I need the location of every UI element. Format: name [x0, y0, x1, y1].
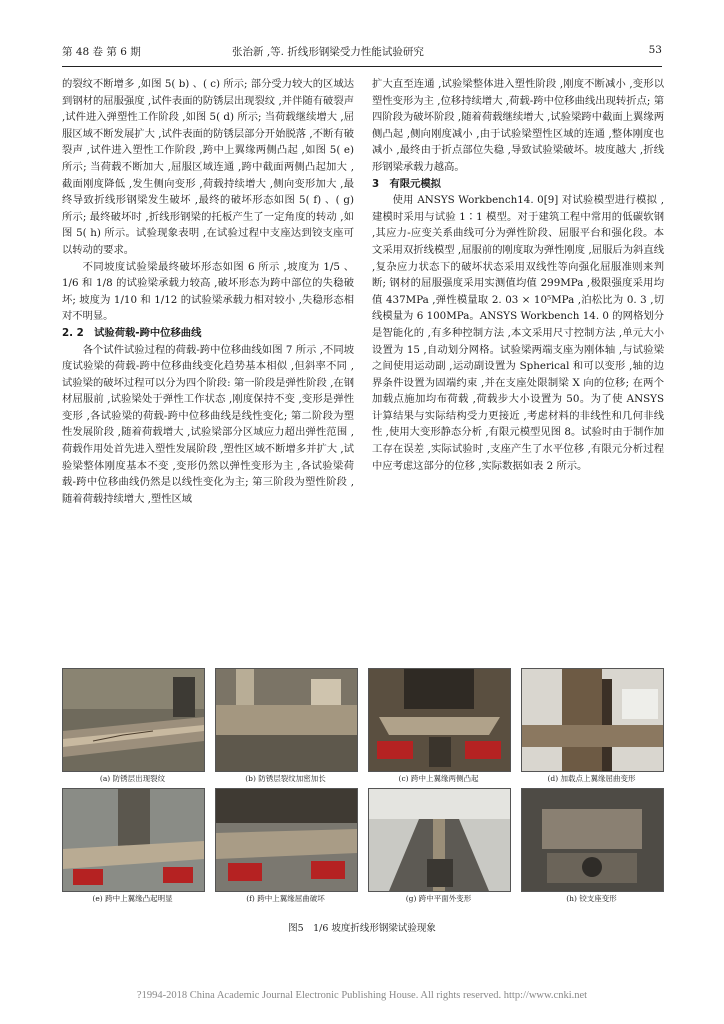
running-header: [62, 44, 662, 62]
body-paragraph: 扩大直至连通 ,试验梁整体进入塑性阶段 ,刚度不断减小 ,变形以塑性变形为主 ,位移持续增大 ,荷载-跨中位移曲线出现转折点; 第四阶段为破坏阶段 ,随着荷载继续增大 ,试验梁跨中截面上翼缘两侧凸起 ,侧向刚度减小 ,由于试验梁塑性区域的连通 ,整体刚度也减小 ,最终由于折点部位失稳 ,导致试验梁破坏。坡度越大 ,折线形钢梁承载力越高。: [372, 78, 664, 173]
body-paragraph: 各个试件试验过程的荷载-跨中位移曲线如图 7 所示 ,不同坡度试验梁的荷载-跨中位移曲线变化趋势基本相似 ,但斜率不同 ,试验梁的破坏过程可以分为四个阶段: 第一阶段是弹性阶段 ,在钢材屈服前 ,试验梁处于弹性工作状态 ,刚度保持不变 ,变形是弹性变形 ,各试验梁的荷载-跨中位移曲线是线性变化; 第二阶段为塑性发展阶段 ,随着荷载增大 ,试验梁部分区域应力超出弹性范围 ,荷载作用处首先进入塑性发展阶段 ,塑性区域不断增多并扩大 ,试验梁整体刚度基本不变 ,变形仍然以弹性变形为主 ,各试验梁荷载-跨中位移曲线仍然是以线性变化为主; 第三阶段为塑性阶段 ,随着荷载持续增大 ,塑性区域: [62, 343, 354, 505]
photo-f: [215, 788, 358, 892]
section-heading: 3 有限元模拟: [372, 177, 441, 190]
photo-d: [521, 668, 664, 772]
caption-f: (f) 跨中上翼缘屈曲破坏: [246, 894, 325, 903]
body-paragraph: 使用 ANSYS Workbench14. 0[9] 对试验模型进行模拟 ,建模时采用与试验 1∶1 模型。对于建筑工程中常用的低碳软钢 ,其应力-应变关系曲线可分为弹性阶段、屈服平台和强化段。本文采用双折线模型 ,屈服前的刚度取为弹性刚度 ,屈服后为斜直线 ,复杂应力状态下的破坏状态采用双线性等向强化屈服准则来判断; 钢材的屈服强度采用实测值均值 299MPa ,极限强度采用均值 437MPa ,弹性模量取 2. 03 × 10⁵MPa ,泊松比为 0. 3 ,切线模量为 6 100MPa。ANSYS Workbench 14. 0 的网格划分是智能化的 ,有多种控制方法 ,本文采用尺寸控制方法 ,单元大小设置为 15 ,自动划分网格。试验梁两端支座为刚体轴 ,与试验梁之间使用运动副 ,运动副设置为 Spherical 和可以变形 ,轴的边界条件设置为固端约束 ,并在支座处限制梁 X 向的位移; 在两个加载点施加均布荷载 ,荷载步大小设置为 50。为了使 ANSYS 计算结果与实际结构受力更接近 ,考虑材料的非线性和几何非线性 ,使用大变形静态分析 ,有限元模型见图 8。试验时由于制作加工存在误差 ,实际试验时 ,支座产生了水平位移 ,有限元分析过程中应考虑这部分的位移 ,实际数据如表 2 所示。: [372, 194, 664, 472]
caption-a: (a) 防锈层出现裂纹: [99, 774, 166, 783]
header-rule: [62, 66, 662, 67]
photo-c: [368, 668, 511, 772]
volume-issue: 第 48 卷 第 6 期: [62, 46, 141, 58]
caption-h: (h) 铰支座变形: [566, 894, 617, 903]
caption-d: (d) 加载点上翼缘屈曲变形: [547, 774, 636, 783]
caption-b: (b) 防锈层裂纹加密加长: [245, 774, 326, 783]
caption-g: (g) 跨中平面外变形: [405, 894, 472, 903]
running-title: 张治新 ,等. 折线形钢梁受力性能试验研究: [232, 46, 424, 58]
photo-e: [62, 788, 205, 892]
body-paragraph: 不同坡度试验梁最终破坏形态如图 6 所示 ,坡度为 1/5 、1/6 和 1/8 的试验梁承载力较高 ,破坏形态为跨中部位的失稳破坏; 坡度为 1/10 和 1/12 的试验梁承载力相对较小 ,失稳形态相对不明显。: [62, 260, 354, 323]
figure-title: 图5 1/6 坡度折线形钢梁试验现象: [288, 923, 436, 934]
photo-row-top: [62, 668, 662, 770]
photo-b: [215, 668, 358, 772]
caption-e: (e) 跨中上翼缘凸起明显: [92, 894, 173, 903]
right-column: [372, 76, 664, 474]
body-paragraph: 的裂纹不断增多 ,如图 5( b) 、( c) 所示; 部分受力较大的区域达到钢材的屈服强度 ,试件表面的防锈层出现裂纹 ,并伴随有破裂声 ,试件进入弹塑性工作阶段 ,如图 5( d) 所示; 当荷载继续增大 ,屈服区域不断发展扩大 ,试件表面的防锈层部分开始脱落 ,不断有破裂声 ,试件进入塑性工作阶段 ,跨中上翼缘两侧凸起 ,如图 5( e) 所示; 当荷载不断加大 ,屈服区域连通 ,跨中截面两侧凸起加大 ,截面刚度降低 ,发生侧向变形 ,荷载持续增大 ,侧向变形加大 ,最终导致折线形钢梁发生破坏 ,最终的破坏形态如图 5( f) 、( g) 所示; 最终破坏时 ,折线形钢梁的托板产生了一定角度的转动 ,如图 5( h) 所示。试验现象表明 ,在试验过程中支座达到铰支座可以转动的要求。: [62, 78, 354, 256]
photo-row-bottom: [62, 788, 662, 890]
photo-a: [62, 668, 205, 772]
photo-h: [521, 788, 664, 892]
caption-c: (c) 跨中上翼缘两侧凸起: [398, 774, 479, 783]
page-number: 53: [648, 44, 662, 56]
section-heading: 2. 2 试验荷载-跨中位移曲线: [62, 326, 202, 339]
copyright-footer: ?1994-2018 China Academic Journal Electronic Publishing House. All rights reserved. http://www.cnki.net: [136, 990, 588, 1001]
left-column: [62, 76, 354, 507]
photo-g: [368, 788, 511, 892]
